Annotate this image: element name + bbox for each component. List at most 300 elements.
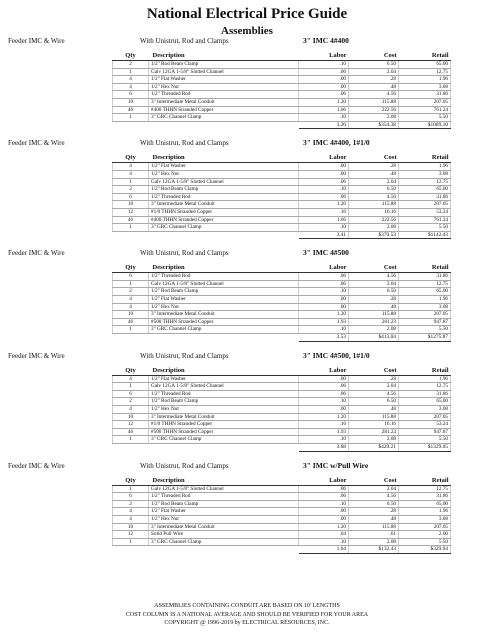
description-cell: 3" Intermediate Metal Conduit: [149, 311, 299, 319]
table-row: [113, 186, 451, 194]
items-table: [112, 153, 451, 239]
total-spacer: [113, 443, 149, 451]
total-labor: 3.53: [299, 334, 349, 342]
retail-cell: 2.00: [399, 531, 451, 539]
table-row: [113, 288, 451, 296]
labor-cell: .10: [299, 61, 349, 69]
labor-header: Labor: [299, 153, 349, 163]
assembly-sections: [0, 36, 494, 554]
labor-cell: .00: [299, 508, 349, 516]
section-header: [0, 461, 494, 473]
labor-cell: .04: [299, 531, 349, 539]
cost-cell: .28: [349, 375, 399, 383]
cost-header: Cost: [349, 263, 399, 273]
qty-cell: 2: [113, 288, 149, 296]
qty-cell: 4: [113, 163, 149, 171]
table-row: [113, 280, 451, 288]
labor-cell: .00: [299, 303, 349, 311]
labor-cell: .06: [299, 390, 349, 398]
description-cell: 1/2" Hex Nut: [149, 170, 299, 178]
items-table: [112, 263, 451, 341]
retail-cell: 207.05: [399, 413, 451, 421]
labor-cell: .06: [299, 280, 349, 288]
retail-cell: 947.87: [399, 428, 451, 436]
qty-header: Qty: [113, 263, 149, 273]
labor-cell: 1.20: [299, 413, 349, 421]
table-row: [113, 406, 451, 414]
cost-cell: 2.08: [349, 538, 399, 546]
description-cell: 1/2" Threaded Rod: [149, 193, 299, 201]
retail-cell: 65.00: [399, 186, 451, 194]
description-cell: 3" Intermediate Metal Conduit: [149, 98, 299, 106]
table-row: [113, 523, 451, 531]
retail-cell: 65.00: [399, 398, 451, 406]
qty-cell: 6: [113, 91, 149, 99]
cost-cell: 4.56: [349, 273, 399, 281]
assembly-section: [0, 138, 494, 239]
table-row: [113, 273, 451, 281]
retail-cell: 947.87: [399, 318, 451, 326]
description-cell: 3" GRC Channel Clamp: [149, 114, 299, 122]
qty-cell: 2: [113, 186, 149, 194]
labor-cell: .00: [299, 83, 349, 91]
labor-cell: .10: [299, 288, 349, 296]
feeder-label: Feeder IMC & Wire: [8, 139, 65, 148]
retail-cell: 3.08: [399, 406, 451, 414]
table-row: [113, 114, 451, 122]
description-cell: #1/0 THHN Stranded Copper: [149, 208, 299, 216]
description-cell: 3" Intermediate Metal Conduit: [149, 523, 299, 531]
labor-cell: .06: [299, 68, 349, 76]
retail-cell: 3.08: [399, 303, 451, 311]
cost-cell: .28: [349, 76, 399, 84]
total-row: [113, 121, 451, 129]
cost-cell: .28: [349, 296, 399, 304]
total-cost: $370.53: [349, 231, 399, 239]
qty-cell: 6: [113, 273, 149, 281]
description-cell: 1/2" Flat Washer: [149, 296, 299, 304]
table-row: [113, 224, 451, 232]
retail-cell: 5.50: [399, 114, 451, 122]
retail-cell: 12.75: [399, 383, 451, 391]
labor-header: Labor: [299, 366, 349, 376]
cost-cell: 2.04: [349, 383, 399, 391]
feeder-label: Feeder IMC & Wire: [8, 249, 65, 258]
table-row: [113, 208, 451, 216]
table-row: [113, 216, 451, 224]
retail-cell: 761.24: [399, 106, 451, 114]
qty-header: Qty: [113, 153, 149, 163]
page-title: National Electrical Price Guide: [146, 6, 348, 22]
cost-cell: 222.56: [349, 216, 399, 224]
table-row: [113, 61, 451, 69]
description-cell: #1/0 THHN Stranded Copper: [149, 421, 299, 429]
cost-cell: 2.08: [349, 436, 399, 444]
cost-cell: 115.88: [349, 311, 399, 319]
table-row: [113, 163, 451, 171]
qty-cell: 46: [113, 428, 149, 436]
labor-cell: 1.20: [299, 201, 349, 209]
labor-header: Labor: [299, 263, 349, 273]
table-row: [113, 68, 451, 76]
labor-cell: 1.20: [299, 523, 349, 531]
description-cell: 3" GRC Channel Clamp: [149, 436, 299, 444]
labor-cell: .10: [299, 326, 349, 334]
cost-cell: 4.56: [349, 193, 399, 201]
table-row: [113, 193, 451, 201]
cost-header: Cost: [349, 476, 399, 486]
labor-cell: 1.20: [299, 311, 349, 319]
description-cell: 3" Intermediate Metal Conduit: [149, 201, 299, 209]
qty-cell: 10: [113, 311, 149, 319]
description-cell: Solid Pull Wire: [149, 531, 299, 539]
qty-cell: 4: [113, 76, 149, 84]
table-header-row: [113, 51, 451, 61]
assembly-section: [0, 461, 494, 554]
retail-cell: 53.24: [399, 421, 451, 429]
cost-cell: .48: [349, 83, 399, 91]
retail-cell: 31.86: [399, 390, 451, 398]
table-row: [113, 318, 451, 326]
labor-cell: .00: [299, 406, 349, 414]
description-header: Description: [149, 366, 299, 376]
qty-cell: 4: [113, 296, 149, 304]
description-cell: 1/2" Hex Nut: [149, 303, 299, 311]
retail-cell: 207.05: [399, 201, 451, 209]
retail-cell: 1.96: [399, 76, 451, 84]
cost-cell: 115.88: [349, 98, 399, 106]
labor-cell: .06: [299, 273, 349, 281]
labor-cell: .00: [299, 375, 349, 383]
cost-cell: 2.04: [349, 68, 399, 76]
feeder-label: Feeder IMC & Wire: [8, 461, 65, 470]
labor-cell: 1.66: [299, 216, 349, 224]
description-cell: 1/2" Rod Beam Clamp: [149, 288, 299, 296]
table-header-row: [113, 153, 451, 163]
total-spacer: [149, 443, 299, 451]
qty-cell: 4: [113, 508, 149, 516]
retail-header: Retail: [399, 366, 451, 376]
table-row: [113, 311, 451, 319]
cost-cell: .61: [349, 531, 399, 539]
description-cell: Galv 12GA 1-5/8" Slotted Channel: [149, 68, 299, 76]
table-row: [113, 76, 451, 84]
retail-cell: 53.24: [399, 208, 451, 216]
total-spacer: [149, 121, 299, 129]
labor-cell: .06: [299, 383, 349, 391]
qty-cell: 12: [113, 208, 149, 216]
cost-cell: 281.23: [349, 428, 399, 436]
retail-cell: 5.50: [399, 224, 451, 232]
description-cell: 3" GRC Channel Clamp: [149, 538, 299, 546]
table-header-row: [113, 366, 451, 376]
cost-cell: 2.08: [349, 114, 399, 122]
qty-cell: 1: [113, 485, 149, 493]
retail-cell: 12.75: [399, 485, 451, 493]
description-cell: 1/2" Threaded Rod: [149, 390, 299, 398]
table-row: [113, 375, 451, 383]
description-cell: 1/2" Flat Washer: [149, 76, 299, 84]
qty-header: Qty: [113, 476, 149, 486]
footer-line-lengths: ASSEMBLIES CONTAINING CONDUIT ARE BASED ON 10' LENGTHS: [154, 603, 340, 609]
labor-cell: .00: [299, 170, 349, 178]
labor-cell: .16: [299, 208, 349, 216]
table-row: [113, 436, 451, 444]
labor-cell: .00: [299, 76, 349, 84]
retail-cell: 5.50: [399, 436, 451, 444]
total-labor: 3.41: [299, 231, 349, 239]
qty-cell: 46: [113, 106, 149, 114]
items-table: [112, 476, 451, 554]
assembly-section: [0, 36, 494, 129]
description-header: Description: [149, 51, 299, 61]
cost-cell: 16.16: [349, 421, 399, 429]
qty-cell: 2: [113, 500, 149, 508]
assembly-code: 3" IMC 4#500: [303, 248, 349, 258]
qty-cell: 6: [113, 493, 149, 501]
labor-cell: 1.93: [299, 318, 349, 326]
retail-cell: 761.24: [399, 216, 451, 224]
description-cell: 1/2" Rod Beam Clamp: [149, 186, 299, 194]
table-row: [113, 508, 451, 516]
cost-cell: 281.23: [349, 318, 399, 326]
table-row: [113, 326, 451, 334]
description-cell: 1/2" Threaded Rod: [149, 91, 299, 99]
retail-cell: 65.00: [399, 288, 451, 296]
retail-cell: 5.50: [399, 538, 451, 546]
qty-cell: 2: [113, 398, 149, 406]
labor-header: Labor: [299, 476, 349, 486]
description-cell: #500 THHN Stranded Copper: [149, 428, 299, 436]
total-labor: 1.64: [299, 546, 349, 554]
retail-cell: 31.86: [399, 273, 451, 281]
cost-cell: 6.50: [349, 288, 399, 296]
description-cell: 1/2" Hex Nut: [149, 406, 299, 414]
table-row: [113, 515, 451, 523]
total-spacer: [113, 121, 149, 129]
qty-cell: 1: [113, 383, 149, 391]
description-cell: Galv 12GA 1-5/8" Slotted Channel: [149, 178, 299, 186]
total-labor: 3.68: [299, 443, 349, 451]
qty-cell: 4: [113, 406, 149, 414]
labor-cell: .06: [299, 485, 349, 493]
description-header: Description: [149, 476, 299, 486]
qty-cell: 1: [113, 538, 149, 546]
qty-cell: 6: [113, 193, 149, 201]
total-cost: $413.04: [349, 334, 399, 342]
cost-cell: 6.50: [349, 398, 399, 406]
method-label: With Unistrut, Rod and Clamps: [140, 139, 229, 148]
total-row: [113, 334, 451, 342]
items-table: [112, 51, 451, 129]
retail-cell: 1.96: [399, 508, 451, 516]
retail-cell: 3.08: [399, 170, 451, 178]
method-label: With Unistrut, Rod and Clamps: [140, 461, 229, 470]
labor-cell: .06: [299, 493, 349, 501]
method-label: With Unistrut, Rod and Clamps: [140, 37, 229, 45]
labor-cell: .10: [299, 500, 349, 508]
section-header: [0, 351, 494, 363]
cost-cell: 115.88: [349, 201, 399, 209]
retail-cell: 31.86: [399, 493, 451, 501]
cost-cell: 2.04: [349, 178, 399, 186]
cost-cell: 2.08: [349, 326, 399, 334]
total-retail: $1089.10: [399, 121, 451, 129]
description-cell: 1/2" Flat Washer: [149, 163, 299, 171]
total-spacer: [113, 334, 149, 342]
table-header-row: [113, 476, 451, 486]
assembly-code: 3" IMC 4#400: [303, 36, 349, 45]
total-row: [113, 443, 451, 451]
qty-cell: 46: [113, 216, 149, 224]
assembly-section: [0, 351, 494, 452]
retail-cell: 207.05: [399, 311, 451, 319]
description-cell: 3" GRC Channel Clamp: [149, 326, 299, 334]
cost-cell: .48: [349, 170, 399, 178]
assembly-code: 3" IMC 4#500, 1#1/0: [303, 350, 370, 360]
table-row: [113, 98, 451, 106]
labor-cell: 1.93: [299, 428, 349, 436]
total-spacer: [113, 546, 149, 554]
cost-cell: 6.50: [349, 61, 399, 69]
labor-cell: .06: [299, 193, 349, 201]
labor-cell: .06: [299, 178, 349, 186]
cost-header: Cost: [349, 51, 399, 61]
cost-header: Cost: [349, 366, 399, 376]
method-label: With Unistrut, Rod and Clamps: [140, 249, 229, 258]
qty-cell: 1: [113, 114, 149, 122]
cost-cell: .28: [349, 508, 399, 516]
qty-cell: 1: [113, 68, 149, 76]
description-cell: 1/2" Flat Washer: [149, 375, 299, 383]
retail-cell: 31.86: [399, 91, 451, 99]
total-labor: 3.26: [299, 121, 349, 129]
labor-cell: .10: [299, 436, 349, 444]
qty-cell: 1: [113, 224, 149, 232]
cost-cell: 4.56: [349, 91, 399, 99]
method-label: With Unistrut, Rod and Clamps: [140, 351, 229, 360]
items-table: [112, 366, 451, 452]
retail-cell: 3.08: [399, 515, 451, 523]
description-cell: Galv 12GA 1-5/8" Slotted Channel: [149, 280, 299, 288]
cost-header: Cost: [349, 153, 399, 163]
table-row: [113, 398, 451, 406]
labor-cell: .00: [299, 163, 349, 171]
labor-cell: .10: [299, 398, 349, 406]
labor-cell: .16: [299, 421, 349, 429]
qty-cell: 10: [113, 413, 149, 421]
footer-line-copyright: COPYRIGHT @ 1996-2019 by ELECTRICAL RESOURCES, INC.: [164, 620, 330, 626]
table-row: [113, 178, 451, 186]
table-row: [113, 428, 451, 436]
labor-cell: .10: [299, 186, 349, 194]
cost-cell: 115.88: [349, 523, 399, 531]
description-cell: #400 THHN Stranded Copper: [149, 106, 299, 114]
table-row: [113, 421, 451, 429]
cost-cell: 2.04: [349, 485, 399, 493]
retail-cell: 1.96: [399, 163, 451, 171]
cost-cell: .48: [349, 406, 399, 414]
retail-cell: 207.05: [399, 523, 451, 531]
cost-cell: .48: [349, 515, 399, 523]
table-row: [113, 390, 451, 398]
retail-cell: 1.96: [399, 375, 451, 383]
table-row: [113, 303, 451, 311]
retail-cell: 1.96: [399, 296, 451, 304]
labor-cell: .10: [299, 224, 349, 232]
cost-cell: 2.08: [349, 224, 399, 232]
total-retail: $1275.87: [399, 334, 451, 342]
retail-header: Retail: [399, 51, 451, 61]
feeder-label: Feeder IMC & Wire: [8, 351, 65, 360]
total-row: [113, 231, 451, 239]
cost-cell: .48: [349, 303, 399, 311]
retail-header: Retail: [399, 476, 451, 486]
cost-cell: .28: [349, 163, 399, 171]
table-row: [113, 296, 451, 304]
cost-cell: 115.88: [349, 413, 399, 421]
labor-cell: .00: [299, 296, 349, 304]
table-row: [113, 485, 451, 493]
labor-header: Labor: [299, 51, 349, 61]
assembly-section: [0, 248, 494, 341]
table-row: [113, 201, 451, 209]
feeder-label: Feeder IMC & Wire: [8, 37, 65, 45]
cost-cell: 2.04: [349, 280, 399, 288]
labor-cell: .10: [299, 538, 349, 546]
table-row: [113, 170, 451, 178]
description-cell: 1/2" Threaded Rod: [149, 273, 299, 281]
description-header: Description: [149, 263, 299, 273]
cost-cell: 6.50: [349, 500, 399, 508]
table-row: [113, 538, 451, 546]
table-row: [113, 83, 451, 91]
total-cost: $132.43: [349, 546, 399, 554]
retail-cell: 207.05: [399, 98, 451, 106]
table-row: [113, 500, 451, 508]
qty-header: Qty: [113, 51, 149, 61]
cost-cell: 4.56: [349, 493, 399, 501]
retail-cell: 3.08: [399, 83, 451, 91]
qty-cell: 1: [113, 436, 149, 444]
qty-cell: 4: [113, 303, 149, 311]
qty-cell: 10: [113, 98, 149, 106]
description-cell: #400 THHN Stranded Copper: [149, 216, 299, 224]
labor-cell: 1.20: [299, 98, 349, 106]
cost-cell: 4.56: [349, 390, 399, 398]
footer-line-average: COST COLUMN IS A NATIONAL AVERAGE AND SHOULD BE VERIFIED FOR YOUR AREA: [125, 611, 369, 618]
total-retail: $1142.43: [399, 231, 451, 239]
total-cost: $429.21: [349, 443, 399, 451]
total-spacer: [113, 231, 149, 239]
qty-cell: 1: [113, 280, 149, 288]
description-header: Description: [149, 153, 299, 163]
total-cost: $354.38: [349, 121, 399, 129]
qty-cell: 4: [113, 83, 149, 91]
total-spacer: [149, 546, 299, 554]
labor-cell: 1.66: [299, 106, 349, 114]
retail-cell: 31.86: [399, 193, 451, 201]
qty-cell: 12: [113, 531, 149, 539]
table-row: [113, 91, 451, 99]
qty-cell: 4: [113, 375, 149, 383]
labor-cell: .10: [299, 114, 349, 122]
retail-cell: 65.00: [399, 500, 451, 508]
section-header: [0, 248, 494, 260]
assembly-code: 3" IMC w/Pull Wire: [303, 460, 369, 470]
cost-cell: 6.50: [349, 186, 399, 194]
qty-cell: 12: [113, 421, 149, 429]
